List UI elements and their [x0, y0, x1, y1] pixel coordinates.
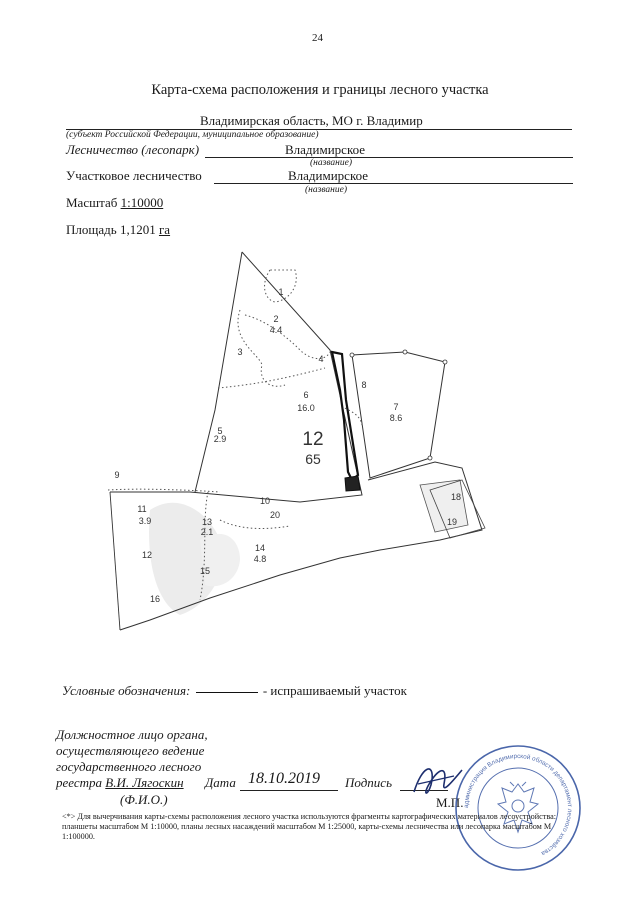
plot-label-15: 15 — [199, 566, 211, 576]
shaded-area-left-2 — [200, 534, 240, 586]
plot-label-9: 9 — [114, 470, 120, 480]
forest-plot-map — [90, 240, 510, 660]
plot-label-16: 16 — [149, 594, 161, 604]
area-unit: га — [158, 222, 171, 237]
official-seal — [452, 742, 584, 874]
survey-node — [350, 353, 354, 357]
district-forestry-value: Владимирское — [288, 168, 369, 183]
date-label: Дата — [205, 775, 236, 790]
plot-label-18: 18 — [450, 492, 462, 502]
block-area: 65 — [305, 451, 321, 467]
official-name-caption: (Ф.И.О.) — [120, 792, 168, 807]
document-title: Карта-схема расположения и границы лесного участка — [151, 82, 489, 98]
subject-value: Владимирская область, МО г. Владимир — [200, 113, 423, 128]
scale-row — [66, 195, 163, 211]
block-number: 12 — [302, 429, 324, 450]
plot-label-10: 10 — [259, 496, 271, 506]
page-number: 24 — [312, 32, 323, 44]
plot-label-6: 6 — [303, 390, 309, 400]
district-forestry-label: Участковое лесничество — [66, 168, 202, 183]
date-value: 18.10.2019 — [248, 770, 320, 787]
plot-label-14: 14 — [254, 543, 266, 553]
upper-left-boundary — [195, 252, 242, 492]
scale-value: 1:10000 — [120, 195, 164, 210]
west-edge — [110, 492, 120, 630]
legend-item: - испрашиваемый участок — [262, 683, 407, 698]
area-row — [66, 222, 170, 238]
official-line-2: осуществляющего ведение — [56, 743, 205, 758]
plot-area-14: 4.8 — [253, 554, 267, 564]
plot-label-1: 1 — [278, 287, 284, 297]
footnote: <*> Для вычерчивания карты-схемы расположения лесного участка используются фрагменты картографических материалов лесоустройства: планшеты масштабом М 1:10000, планы лесных насаждений масштабом М 1:25000, карты-схемы лесничества или лесопарка масштабом М 1:100000. — [62, 812, 556, 841]
plot-label-8: 8 — [361, 380, 367, 390]
plot-label-11: 11 — [137, 504, 147, 514]
plot-label-3: 3 — [237, 347, 243, 357]
legend — [62, 683, 407, 699]
forestry-caption: (название) — [310, 158, 352, 168]
forestry-value: Владимирское — [285, 142, 366, 157]
legend-label: Условные обозначения: — [62, 683, 191, 698]
official-name: В.И. Лягоскин — [105, 775, 184, 790]
legend-symbol — [196, 692, 258, 693]
plot-label-12: 12 — [141, 550, 153, 560]
forestry-label: Лесничество (лесопарк) — [66, 142, 200, 157]
official-line-1: Должностное лицо органа, — [56, 727, 208, 742]
area-label: Площадь — [66, 222, 117, 237]
official-line-4 — [56, 775, 184, 791]
stamp-mp: М.П. — [436, 795, 464, 810]
district-forestry-underline — [214, 183, 573, 184]
date-underline — [240, 790, 338, 791]
requested-plot-tail — [345, 476, 360, 491]
survey-node — [443, 360, 447, 364]
plot-label-13: 13 — [201, 517, 213, 527]
seal-ring-text: администрация Владимирской области департамент лесного хозяйства — [462, 752, 574, 857]
survey-node — [403, 350, 407, 354]
subject-caption: (субъект Российской Федерации, муниципальное образование) — [66, 130, 319, 140]
survey-node — [428, 456, 432, 460]
district-forestry-caption: (название) — [305, 185, 347, 195]
plot-label-5: 5 — [217, 426, 223, 436]
plot-area-13: 2.1 — [200, 527, 214, 537]
plot-label-19: 19 — [446, 517, 458, 527]
scale-label: Масштаб — [66, 195, 118, 210]
plot-area-6: 16.0 — [297, 403, 315, 413]
plot-area-7: 8.6 — [389, 413, 403, 423]
official-line-3: государственного лесного — [56, 759, 202, 774]
forestry-underline — [205, 157, 573, 158]
plot-area-11: 3.9 — [138, 516, 152, 526]
signature-label: Подпись — [345, 775, 392, 790]
plot-area-5: 2.9 — [213, 434, 227, 444]
plot-label-2: 2 — [273, 314, 279, 324]
plot-label-7: 7 — [393, 402, 399, 412]
plot-area-2: 4.4 — [269, 325, 283, 335]
official-registry-label: реестра — [56, 775, 103, 790]
plot-label-4: 4 — [318, 354, 324, 364]
plot-label-20: 20 — [269, 510, 281, 520]
area-value: 1,1201 — [119, 222, 156, 237]
